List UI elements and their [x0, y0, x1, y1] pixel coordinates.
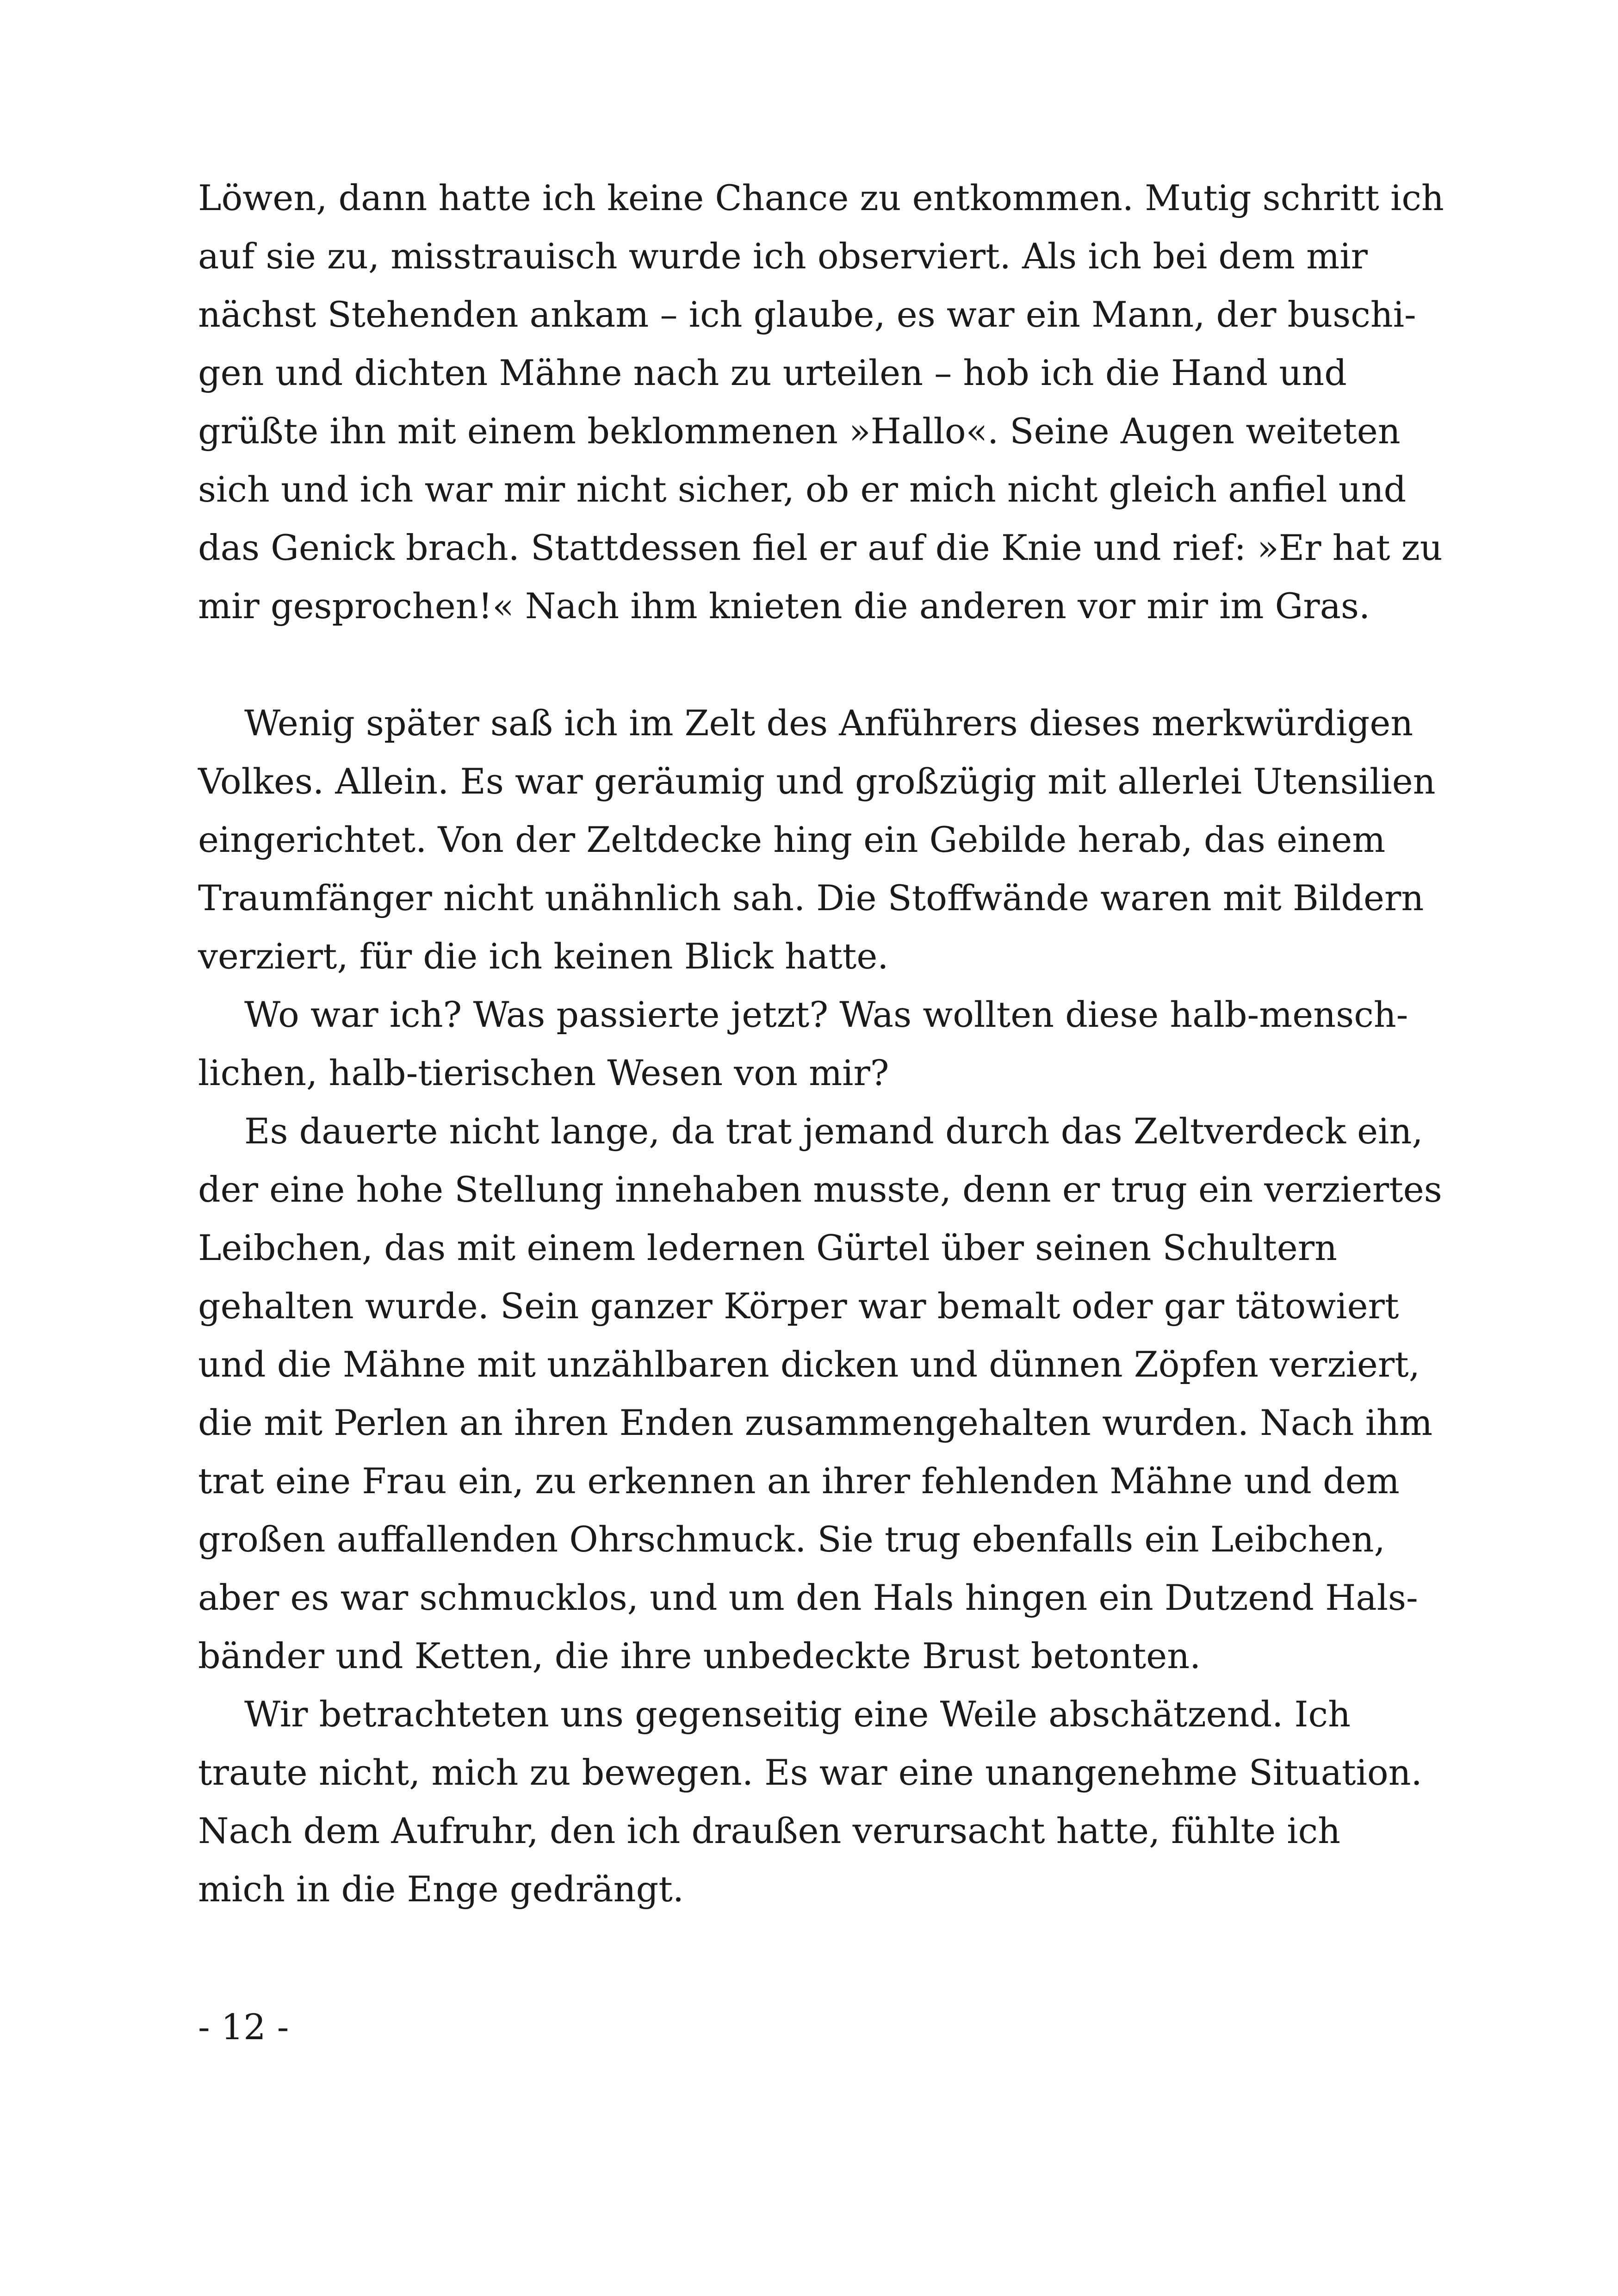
text-line: Volkes. Allein. Es war geräumig und großzügig mit allerlei Utensilien [198, 761, 1436, 802]
text-line: die mit Perlen an ihren Enden zusammengehalten wurden. Nach ihm [198, 1402, 1433, 1443]
text-line: das Genick brach. Stattdessen fiel er auf die Knie und rief: »Er hat zu [198, 527, 1443, 568]
paragraph [198, 169, 1444, 635]
text-line: verziert, für die ich keinen Blick hatte. [198, 936, 889, 977]
text-line: sich und ich war mir nicht sicher, ob er mich nicht gleich anfiel und [198, 469, 1407, 510]
text-line: Wir betrachteten uns gegenseitig eine Weile abschätzend. Ich [244, 1694, 1351, 1735]
text-line: lichen, halb-tierischen Wesen von mir? [198, 1052, 889, 1093]
text-line: Löwen, dann hatte ich keine Chance zu entkommen. Mutig schritt ich [198, 177, 1444, 218]
paragraph [198, 1685, 1422, 1918]
text-line: Wenig später saß ich im Zelt des Anführers dieses merkwürdigen [244, 702, 1413, 744]
text-line: der eine hohe Stellung innehaben musste, denn er trug ein verziertes [198, 1169, 1442, 1210]
text-line: aber es war schmucklos, und um den Hals hingen ein Dutzend Hals- [198, 1577, 1418, 1618]
paragraph [198, 986, 1408, 1102]
text-line: Traumfänger nicht unähnlich sah. Die Stoffwände waren mit Bildern [198, 877, 1424, 918]
paragraph [198, 694, 1436, 986]
text-line: Nach dem Aufruhr, den ich draußen verursacht hatte, fühlte ich [198, 1810, 1341, 1851]
text-line: mich in die Enge gedrängt. [198, 1868, 684, 1910]
text-line: eingerichtet. Von der Zeltdecke hing ein Gebilde herab, das einem [198, 819, 1386, 860]
text-line: traute nicht, mich zu bewegen. Es war eine unangenehme Situation. [198, 1752, 1422, 1793]
text-line: grüßte ihn mit einem beklommenen »Hallo«. Seine Augen weiteten [198, 410, 1401, 452]
paragraph [198, 1102, 1442, 1685]
text-line: nächst Stehenden ankam – ich glaube, es war ein Mann, der buschi- [198, 294, 1416, 335]
text-line: und die Mähne mit unzählbaren dicken und dünnen Zöpfen verziert, [198, 1344, 1420, 1385]
text-line: Es dauerte nicht lange, da trat jemand durch das Zeltverdeck ein, [244, 1111, 1423, 1152]
text-line: bänder und Ketten, die ihre unbedeckte Brust betonten. [198, 1635, 1201, 1676]
text-line: Leibchen, das mit einem ledernen Gürtel über seinen Schultern [198, 1227, 1338, 1268]
text-line: auf sie zu, misstrauisch wurde ich observiert. Als ich bei dem mir [198, 236, 1368, 277]
text-line: großen auffallenden Ohrschmuck. Sie trug ebenfalls ein Leibchen, [198, 1519, 1385, 1560]
text-line: trat eine Frau ein, zu erkennen an ihrer fehlenden Mähne und dem [198, 1460, 1400, 1502]
text-line: gen und dichten Mähne nach zu urteilen – hob ich die Hand und [198, 352, 1347, 393]
text-line: mir gesprochen!« Nach ihm knieten die anderen vor mir im Gras. [198, 585, 1370, 627]
body-text [198, 169, 1444, 1918]
text-line: gehalten wurde. Sein ganzer Körper war bemalt oder gar tätowiert [198, 1285, 1399, 1327]
page-number: - 12 - [198, 2006, 289, 2048]
text-line: Wo war ich? Was passierte jetzt? Was wollten diese halb-mensch- [244, 994, 1408, 1035]
